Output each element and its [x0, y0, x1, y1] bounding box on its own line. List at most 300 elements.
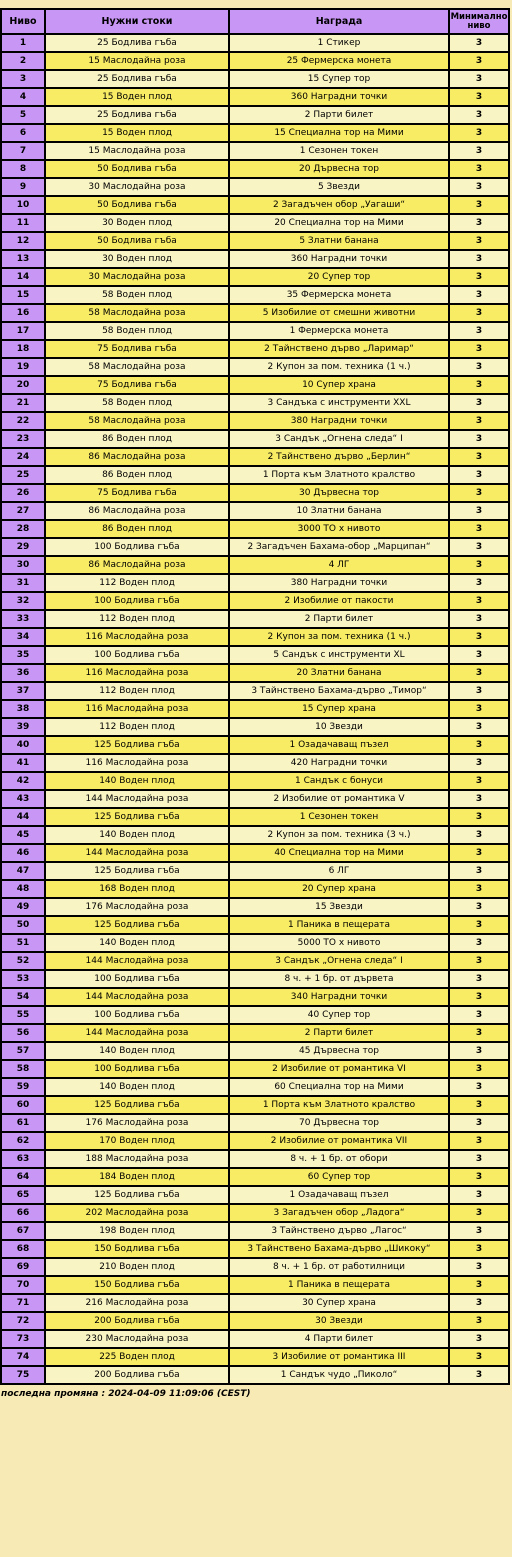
table-row — [1, 862, 509, 880]
cell-goods: 58 Воден плод — [45, 286, 229, 304]
cell-reward: 30 Дървесна тор — [229, 484, 449, 502]
table-row — [1, 1330, 509, 1348]
cell-goods: 75 Бодлива гъба — [45, 340, 229, 358]
cell-min-level: 3 — [449, 1222, 509, 1240]
table-row — [1, 646, 509, 664]
cell-reward: 2 Тайнствено дърво „Берлин“ — [229, 448, 449, 466]
cell-goods: 30 Воден плод — [45, 250, 229, 268]
cell-reward: 10 Златни банана — [229, 502, 449, 520]
cell-level: 60 — [1, 1096, 45, 1114]
table-row — [1, 268, 509, 286]
table-row — [1, 1078, 509, 1096]
cell-level: 21 — [1, 394, 45, 412]
cell-min-level: 3 — [449, 1258, 509, 1276]
header-level: Ниво — [1, 9, 45, 34]
table-row — [1, 1150, 509, 1168]
cell-reward: 60 Специална тор на Мими — [229, 1078, 449, 1096]
cell-min-level: 3 — [449, 880, 509, 898]
cell-min-level: 3 — [449, 538, 509, 556]
cell-reward: 2 Изобилие от романтика VI — [229, 1060, 449, 1078]
cell-goods: 100 Бодлива гъба — [45, 592, 229, 610]
table-row — [1, 70, 509, 88]
cell-reward: 30 Супер храна — [229, 1294, 449, 1312]
cell-goods: 30 Маслодайна роза — [45, 268, 229, 286]
cell-level: 17 — [1, 322, 45, 340]
cell-min-level: 3 — [449, 394, 509, 412]
cell-reward: 15 Супер храна — [229, 700, 449, 718]
cell-reward: 5000 ТО х нивото — [229, 934, 449, 952]
cell-reward: 20 Супер храна — [229, 880, 449, 898]
cell-reward: 3000 ТО х нивото — [229, 520, 449, 538]
cell-min-level: 3 — [449, 1168, 509, 1186]
table-row — [1, 142, 509, 160]
cell-reward: 380 Наградни точки — [229, 412, 449, 430]
cell-goods: 30 Воден плод — [45, 214, 229, 232]
cell-level: 29 — [1, 538, 45, 556]
cell-goods: 25 Бодлива гъба — [45, 70, 229, 88]
cell-level: 32 — [1, 592, 45, 610]
table-row — [1, 1204, 509, 1222]
cell-reward: 5 Изобилие от смешни животни — [229, 304, 449, 322]
cell-goods: 58 Воден плод — [45, 394, 229, 412]
cell-goods: 176 Маслодайна роза — [45, 1114, 229, 1132]
cell-goods: 116 Маслодайна роза — [45, 664, 229, 682]
table-row — [1, 970, 509, 988]
cell-level: 58 — [1, 1060, 45, 1078]
cell-reward: 2 Изобилие от романтика V — [229, 790, 449, 808]
cell-min-level: 3 — [449, 502, 509, 520]
cell-goods: 75 Бодлива гъба — [45, 376, 229, 394]
cell-goods: 50 Бодлива гъба — [45, 160, 229, 178]
cell-min-level: 3 — [449, 1240, 509, 1258]
cell-reward: 1 Порта към Златното кралство — [229, 1096, 449, 1114]
cell-reward: 3 Сандък „Огнена следа“ I — [229, 430, 449, 448]
table-row — [1, 664, 509, 682]
cell-min-level: 3 — [449, 484, 509, 502]
cell-reward: 8 ч. + 1 бр. от обори — [229, 1150, 449, 1168]
table-row — [1, 772, 509, 790]
table-row — [1, 52, 509, 70]
cell-reward: 2 Купон за пом. техника (1 ч.) — [229, 628, 449, 646]
cell-min-level: 3 — [449, 70, 509, 88]
table-row — [1, 448, 509, 466]
cell-reward: 2 Парти билет — [229, 1024, 449, 1042]
table-row — [1, 592, 509, 610]
cell-min-level: 3 — [449, 970, 509, 988]
cell-level: 45 — [1, 826, 45, 844]
table-row — [1, 124, 509, 142]
table-row — [1, 1222, 509, 1240]
cell-level: 9 — [1, 178, 45, 196]
table-row — [1, 430, 509, 448]
cell-level: 31 — [1, 574, 45, 592]
table-row — [1, 808, 509, 826]
table-row — [1, 1276, 509, 1294]
cell-min-level: 3 — [449, 142, 509, 160]
cell-goods: 86 Маслодайна роза — [45, 448, 229, 466]
cell-goods: 150 Бодлива гъба — [45, 1240, 229, 1258]
cell-level: 44 — [1, 808, 45, 826]
cell-level: 71 — [1, 1294, 45, 1312]
cell-reward: 2 Загадъчен Бахама-обор „Марципан“ — [229, 538, 449, 556]
cell-level: 68 — [1, 1240, 45, 1258]
cell-goods: 144 Маслодайна роза — [45, 790, 229, 808]
cell-goods: 144 Маслодайна роза — [45, 952, 229, 970]
cell-goods: 170 Воден плод — [45, 1132, 229, 1150]
table-row — [1, 1348, 509, 1366]
table-row — [1, 106, 509, 124]
table-row — [1, 1168, 509, 1186]
cell-min-level: 3 — [449, 898, 509, 916]
cell-level: 51 — [1, 934, 45, 952]
cell-level: 1 — [1, 34, 45, 52]
table-row — [1, 178, 509, 196]
cell-level: 20 — [1, 376, 45, 394]
cell-goods: 50 Бодлива гъба — [45, 196, 229, 214]
cell-goods: 202 Маслодайна роза — [45, 1204, 229, 1222]
cell-min-level: 3 — [449, 1096, 509, 1114]
table-row — [1, 1114, 509, 1132]
cell-level: 23 — [1, 430, 45, 448]
cell-reward: 35 Фермерска монета — [229, 286, 449, 304]
cell-goods: 200 Бодлива гъба — [45, 1366, 229, 1384]
cell-level: 69 — [1, 1258, 45, 1276]
cell-min-level: 3 — [449, 916, 509, 934]
cell-goods: 198 Воден плод — [45, 1222, 229, 1240]
cell-reward: 6 ЛГ — [229, 862, 449, 880]
cell-level: 34 — [1, 628, 45, 646]
cell-min-level: 3 — [449, 736, 509, 754]
cell-reward: 15 Супер тор — [229, 70, 449, 88]
cell-goods: 112 Воден плод — [45, 682, 229, 700]
cell-level: 28 — [1, 520, 45, 538]
cell-min-level: 3 — [449, 826, 509, 844]
cell-min-level: 3 — [449, 610, 509, 628]
cell-level: 67 — [1, 1222, 45, 1240]
cell-level: 70 — [1, 1276, 45, 1294]
cell-min-level: 3 — [449, 430, 509, 448]
table-row — [1, 880, 509, 898]
table-row — [1, 340, 509, 358]
cell-goods: 100 Бодлива гъба — [45, 646, 229, 664]
last-modified: последна промяна : 2024-04-09 11:09:06 (CEST) — [1, 1389, 251, 1399]
cell-goods: 100 Бодлива гъба — [45, 1006, 229, 1024]
cell-min-level: 3 — [449, 700, 509, 718]
rewards-table — [0, 8, 510, 1385]
cell-reward: 25 Фермерска монета — [229, 52, 449, 70]
cell-goods: 225 Воден плод — [45, 1348, 229, 1366]
cell-level: 59 — [1, 1078, 45, 1096]
cell-min-level: 3 — [449, 322, 509, 340]
table-row — [1, 1312, 509, 1330]
cell-reward: 420 Наградни точки — [229, 754, 449, 772]
table-row — [1, 898, 509, 916]
cell-reward: 30 Звезди — [229, 1312, 449, 1330]
header-reward: Награда — [229, 9, 449, 34]
cell-min-level: 3 — [449, 862, 509, 880]
cell-min-level: 3 — [449, 1312, 509, 1330]
cell-goods: 112 Воден плод — [45, 610, 229, 628]
cell-min-level: 3 — [449, 1132, 509, 1150]
cell-level: 6 — [1, 124, 45, 142]
cell-goods: 140 Воден плод — [45, 772, 229, 790]
cell-reward: 1 Озадачаващ пъзел — [229, 736, 449, 754]
cell-level: 5 — [1, 106, 45, 124]
cell-goods: 144 Маслодайна роза — [45, 1024, 229, 1042]
cell-reward: 2 Тайнствено дърво „Ларимар“ — [229, 340, 449, 358]
table-row — [1, 988, 509, 1006]
cell-level: 65 — [1, 1186, 45, 1204]
cell-reward: 3 Тайнствено Бахама-дърво „Тимор“ — [229, 682, 449, 700]
cell-min-level: 3 — [449, 520, 509, 538]
cell-level: 19 — [1, 358, 45, 376]
cell-min-level: 3 — [449, 52, 509, 70]
cell-level: 43 — [1, 790, 45, 808]
cell-level: 53 — [1, 970, 45, 988]
cell-min-level: 3 — [449, 790, 509, 808]
cell-reward: 3 Изобилие от романтика III — [229, 1348, 449, 1366]
cell-reward: 3 Тайнствено дърво „Лагос“ — [229, 1222, 449, 1240]
table-row — [1, 1042, 509, 1060]
cell-level: 36 — [1, 664, 45, 682]
cell-reward: 20 Супер тор — [229, 268, 449, 286]
cell-reward: 20 Златни банана — [229, 664, 449, 682]
cell-goods: 58 Воден плод — [45, 322, 229, 340]
cell-goods: 216 Маслодайна роза — [45, 1294, 229, 1312]
cell-min-level: 3 — [449, 358, 509, 376]
cell-level: 13 — [1, 250, 45, 268]
header-goods: Нужни стоки — [45, 9, 229, 34]
cell-level: 3 — [1, 70, 45, 88]
cell-level: 7 — [1, 142, 45, 160]
cell-min-level: 3 — [449, 1330, 509, 1348]
table-row — [1, 1132, 509, 1150]
cell-min-level: 3 — [449, 34, 509, 52]
cell-level: 26 — [1, 484, 45, 502]
cell-reward: 1 Стикер — [229, 34, 449, 52]
cell-goods: 150 Бодлива гъба — [45, 1276, 229, 1294]
cell-reward: 15 Звезди — [229, 898, 449, 916]
cell-reward: 1 Озадачаващ пъзел — [229, 1186, 449, 1204]
cell-goods: 100 Бодлива гъба — [45, 970, 229, 988]
cell-goods: 125 Бодлива гъба — [45, 916, 229, 934]
table-row — [1, 556, 509, 574]
table-row — [1, 718, 509, 736]
cell-level: 15 — [1, 286, 45, 304]
cell-goods: 86 Воден плод — [45, 520, 229, 538]
cell-level: 2 — [1, 52, 45, 70]
table-row — [1, 754, 509, 772]
cell-goods: 58 Маслодайна роза — [45, 358, 229, 376]
cell-goods: 86 Маслодайна роза — [45, 502, 229, 520]
cell-level: 10 — [1, 196, 45, 214]
cell-min-level: 3 — [449, 214, 509, 232]
table-row — [1, 214, 509, 232]
cell-goods: 15 Воден плод — [45, 124, 229, 142]
table-row — [1, 250, 509, 268]
cell-reward: 60 Супер тор — [229, 1168, 449, 1186]
cell-goods: 140 Воден плод — [45, 934, 229, 952]
cell-min-level: 3 — [449, 754, 509, 772]
cell-level: 35 — [1, 646, 45, 664]
cell-level: 55 — [1, 1006, 45, 1024]
table-row — [1, 952, 509, 970]
cell-level: 57 — [1, 1042, 45, 1060]
cell-min-level: 3 — [449, 376, 509, 394]
cell-level: 24 — [1, 448, 45, 466]
table-row — [1, 1294, 509, 1312]
cell-goods: 100 Бодлива гъба — [45, 1060, 229, 1078]
table-body — [1, 34, 509, 1384]
cell-reward: 2 Загадъчен обор „Уагаши“ — [229, 196, 449, 214]
table-row — [1, 916, 509, 934]
cell-reward: 1 Фермерска монета — [229, 322, 449, 340]
table-row — [1, 826, 509, 844]
cell-level: 74 — [1, 1348, 45, 1366]
cell-min-level: 3 — [449, 1366, 509, 1384]
table-row — [1, 538, 509, 556]
cell-goods: 112 Воден плод — [45, 718, 229, 736]
cell-reward: 2 Купон за пом. техника (3 ч.) — [229, 826, 449, 844]
cell-level: 75 — [1, 1366, 45, 1384]
cell-goods: 125 Бодлива гъба — [45, 808, 229, 826]
cell-min-level: 3 — [449, 988, 509, 1006]
cell-goods: 168 Воден плод — [45, 880, 229, 898]
cell-reward: 3 Тайнствено Бахама-дърво „Шикоку“ — [229, 1240, 449, 1258]
cell-reward: 1 Сандък с бонуси — [229, 772, 449, 790]
cell-min-level: 3 — [449, 646, 509, 664]
table-row — [1, 160, 509, 178]
cell-min-level: 3 — [449, 844, 509, 862]
cell-level: 62 — [1, 1132, 45, 1150]
cell-reward: 2 Парти билет — [229, 106, 449, 124]
cell-reward: 20 Дървесна тор — [229, 160, 449, 178]
table-row — [1, 1096, 509, 1114]
table-row — [1, 1258, 509, 1276]
table-row — [1, 682, 509, 700]
cell-reward: 1 Сезонен токен — [229, 142, 449, 160]
table-row — [1, 286, 509, 304]
cell-goods: 125 Бодлива гъба — [45, 1096, 229, 1114]
table-row — [1, 736, 509, 754]
cell-goods: 112 Воден плод — [45, 574, 229, 592]
cell-goods: 86 Воден плод — [45, 430, 229, 448]
cell-min-level: 3 — [449, 682, 509, 700]
cell-level: 48 — [1, 880, 45, 898]
cell-goods: 86 Воден плод — [45, 466, 229, 484]
table-header-row — [1, 9, 509, 34]
cell-level: 33 — [1, 610, 45, 628]
cell-goods: 144 Маслодайна роза — [45, 844, 229, 862]
cell-level: 37 — [1, 682, 45, 700]
cell-goods: 86 Маслодайна роза — [45, 556, 229, 574]
table-row — [1, 466, 509, 484]
cell-reward: 1 Порта към Златното кралство — [229, 466, 449, 484]
cell-reward: 3 Загадъчен обор „Ладога“ — [229, 1204, 449, 1222]
cell-reward: 360 Наградни точки — [229, 88, 449, 106]
cell-min-level: 3 — [449, 1204, 509, 1222]
cell-level: 73 — [1, 1330, 45, 1348]
cell-reward: 1 Сезонен токен — [229, 808, 449, 826]
cell-goods: 125 Бодлива гъба — [45, 862, 229, 880]
cell-goods: 58 Маслодайна роза — [45, 412, 229, 430]
cell-min-level: 3 — [449, 340, 509, 358]
cell-min-level: 3 — [449, 160, 509, 178]
cell-reward: 20 Специална тор на Мими — [229, 214, 449, 232]
cell-min-level: 3 — [449, 1114, 509, 1132]
table-row — [1, 358, 509, 376]
cell-reward: 8 ч. + 1 бр. от работилници — [229, 1258, 449, 1276]
cell-level: 61 — [1, 1114, 45, 1132]
table-row — [1, 790, 509, 808]
cell-level: 56 — [1, 1024, 45, 1042]
cell-min-level: 3 — [449, 952, 509, 970]
cell-min-level: 3 — [449, 718, 509, 736]
cell-reward: 4 Парти билет — [229, 1330, 449, 1348]
cell-goods: 58 Маслодайна роза — [45, 304, 229, 322]
cell-reward: 2 Изобилие от романтика VII — [229, 1132, 449, 1150]
cell-reward: 2 Изобилие от пакости — [229, 592, 449, 610]
cell-goods: 125 Бодлива гъба — [45, 1186, 229, 1204]
table-row — [1, 520, 509, 538]
cell-goods: 188 Маслодайна роза — [45, 1150, 229, 1168]
cell-reward: 340 Наградни точки — [229, 988, 449, 1006]
cell-reward: 40 Специална тор на Мими — [229, 844, 449, 862]
cell-reward: 15 Специална тор на Мими — [229, 124, 449, 142]
cell-level: 12 — [1, 232, 45, 250]
cell-level: 22 — [1, 412, 45, 430]
cell-reward: 2 Купон за пом. техника (1 ч.) — [229, 358, 449, 376]
table-row — [1, 412, 509, 430]
cell-goods: 140 Воден плод — [45, 1042, 229, 1060]
cell-goods: 75 Бодлива гъба — [45, 484, 229, 502]
cell-goods: 144 Маслодайна роза — [45, 988, 229, 1006]
cell-reward: 4 ЛГ — [229, 556, 449, 574]
cell-level: 38 — [1, 700, 45, 718]
table-row — [1, 934, 509, 952]
table-row — [1, 1366, 509, 1384]
table-row — [1, 628, 509, 646]
cell-level: 27 — [1, 502, 45, 520]
cell-level: 8 — [1, 160, 45, 178]
table-row — [1, 844, 509, 862]
cell-goods: 15 Маслодайна роза — [45, 52, 229, 70]
cell-level: 18 — [1, 340, 45, 358]
cell-min-level: 3 — [449, 1186, 509, 1204]
cell-min-level: 3 — [449, 304, 509, 322]
cell-goods: 184 Воден плод — [45, 1168, 229, 1186]
cell-level: 11 — [1, 214, 45, 232]
cell-goods: 230 Маслодайна роза — [45, 1330, 229, 1348]
cell-level: 66 — [1, 1204, 45, 1222]
cell-goods: 116 Маслодайна роза — [45, 754, 229, 772]
cell-reward: 3 Сандъка с инструменти XXL — [229, 394, 449, 412]
cell-reward: 5 Звезди — [229, 178, 449, 196]
table-row — [1, 88, 509, 106]
table-row — [1, 196, 509, 214]
cell-goods: 15 Воден плод — [45, 88, 229, 106]
cell-goods: 210 Воден плод — [45, 1258, 229, 1276]
cell-min-level: 3 — [449, 250, 509, 268]
cell-min-level: 3 — [449, 466, 509, 484]
cell-min-level: 3 — [449, 664, 509, 682]
table-row — [1, 304, 509, 322]
cell-goods: 25 Бодлива гъба — [45, 106, 229, 124]
cell-min-level: 3 — [449, 1348, 509, 1366]
table-row — [1, 700, 509, 718]
cell-min-level: 3 — [449, 772, 509, 790]
cell-goods: 30 Маслодайна роза — [45, 178, 229, 196]
